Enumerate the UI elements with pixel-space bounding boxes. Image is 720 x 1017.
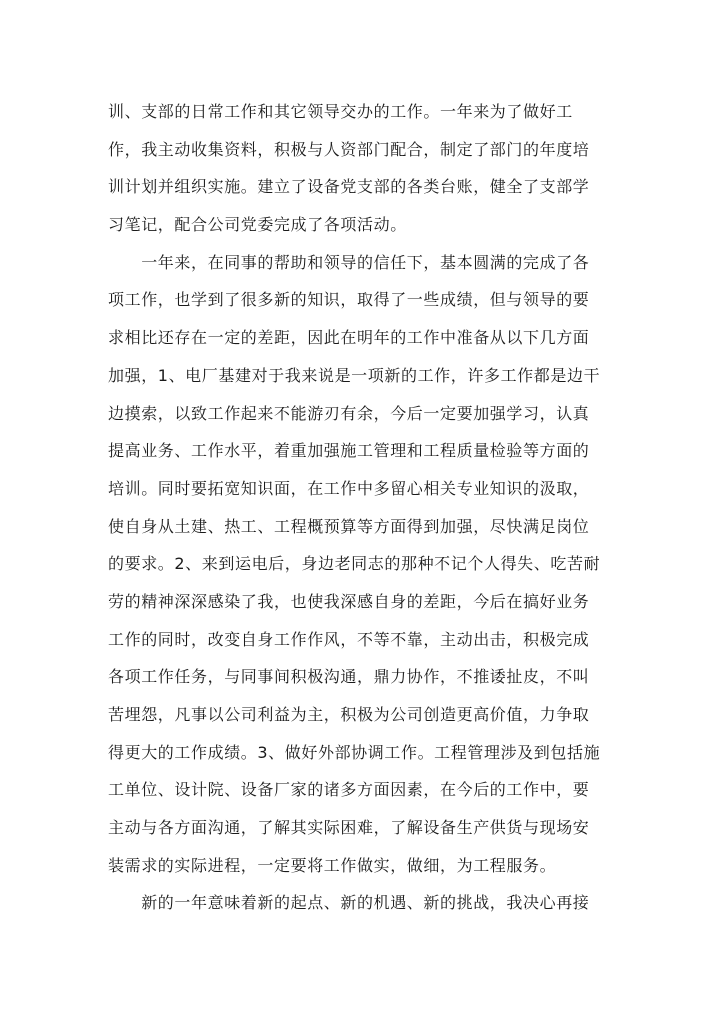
text-line: 训计划并组织实施。建立了设备党支部的各类台账，健全了支部学 xyxy=(108,177,590,197)
text-line: 得更大的工作成绩。3、做好外部协调工作。工程管理涉及到包括施 xyxy=(108,742,601,762)
text-line: 一年来，在同事的帮助和领导的信任下，基本圆满的完成了各 xyxy=(108,252,590,272)
text-line: 训、支部的日常工作和其它领导交办的工作。一年来为了做好工 xyxy=(108,102,573,121)
text-line: 主动与各方面沟通，了解其实际困难，了解设备生产供货与现场安 xyxy=(108,818,590,838)
text-line: 新的一年意味着新的起点、新的机遇、新的挑战，我决心再接 xyxy=(108,893,590,913)
text-line: 苦埋怨，凡事以公司利益为主，积极为公司创造更高价值，力争取 xyxy=(108,705,590,724)
text-line: 装需求的实际进程，一定要将工作做实，做细，为工程服务。 xyxy=(108,855,557,875)
text-line: 使自身从土建、热工、工程概预算等方面得到加强，尽快满足岗位 xyxy=(108,516,590,536)
text-line: 求相比还存在一定的差距，因此在明年的工作中准备从以下几方面 xyxy=(108,328,590,348)
text-line: 提高业务、工作水平，着重加强施工管理和工程质量检验等方面的 xyxy=(108,441,590,461)
text-line: 工单位、设计院、设备厂家的诸多方面因素，在今后的工作中，要 xyxy=(108,780,590,800)
text-line: 边摸索，以致工作起来不能游刃有余，今后一定要加强学习，认真 xyxy=(108,403,590,423)
text-line: 项工作，也学到了很多新的知识，取得了一些成绩，但与领导的要 xyxy=(108,290,590,310)
text-line: 各项工作任务，与同事间积极沟通，鼎力协作，不推诿扯皮，不叫 xyxy=(108,667,590,687)
text-line: 习笔记，配合公司党委完成了各项活动。 xyxy=(108,215,407,235)
document-body xyxy=(108,93,613,922)
text-line: 加强，1、电厂基建对于我来说是一项新的工作，许多工作都是边干 xyxy=(108,365,601,385)
text-line: 劳的精神深深感染了我，也使我深感自身的差距，今后在搞好业务 xyxy=(108,591,590,611)
text-line: 工作的同时，改变自身工作作风，不等不靠，主动出击，积极完成 xyxy=(108,629,590,649)
text-line: 作，我主动收集资料，积极与人资部门配合，制定了部门的年度培 xyxy=(108,139,590,159)
text-line: 培训。同时要拓宽知识面，在工作中多留心相关专业知识的汲取， xyxy=(108,478,590,498)
text-line: 的要求。2、来到运电后，身边老同志的那种不记个人得失、吃苦耐 xyxy=(108,554,601,574)
